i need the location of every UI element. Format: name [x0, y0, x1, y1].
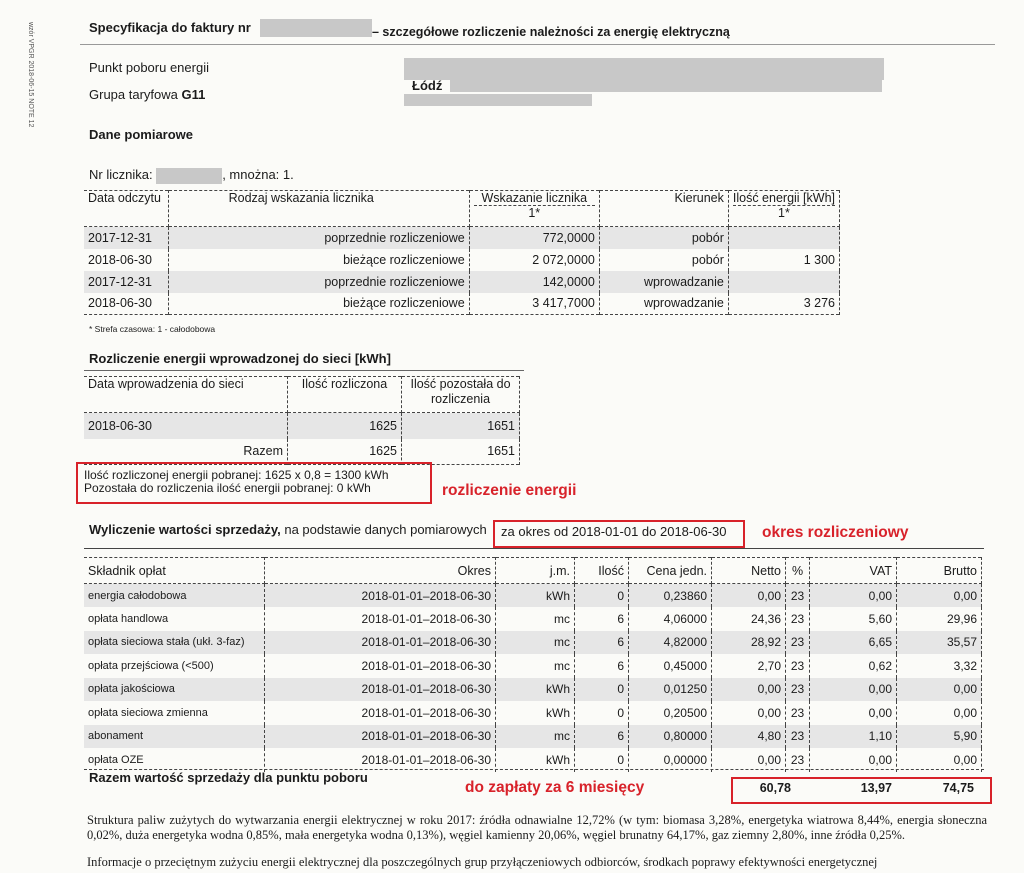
grid-notes [84, 469, 389, 495]
annotation-energy: rozliczenie energii [442, 482, 577, 499]
table-row [84, 227, 840, 249]
cell-energy: 1 300 [728, 249, 839, 271]
cell-net: 2,70 [712, 654, 786, 678]
cell-vat: 6,65 [810, 631, 897, 655]
col-reading-label: Wskazanie licznika [474, 191, 595, 206]
table-row [84, 584, 982, 608]
cell-qty: 0 [575, 584, 629, 608]
cell-unit: mc [496, 607, 575, 631]
cell-gross: 5,90 [897, 725, 982, 749]
annotation-pay: do zapłaty za 6 miesięcy [465, 779, 645, 796]
cell-period: 2018-01-01–2018-06-30 [265, 725, 496, 749]
measurements-table [84, 190, 840, 315]
cell-net: 0,00 [712, 701, 786, 725]
cell-component: opłata handlowa [84, 607, 265, 631]
table-row [84, 293, 840, 315]
sales-col-net: Netto [712, 558, 786, 584]
cell-pct: 23 [786, 725, 810, 749]
cell-reading: 3 417,7000 [469, 293, 599, 315]
fuel-structure-note: Struktura paliw zużytych do wytwarzania energii elektrycznej w roku 2017: źródła odnawialne 12,72% (w tym: biomasa 3,28%, energetyka wiatrowa 8,44%, energia słoneczna 0,02%, duża energetyka wodna 0,85%, mała energetyka wodna 0,13%), węgiel kamienny 20,06%, węgiel brunatny 64,17%, gaz ziemny 2,80%, inne źródła 0,25%. [87, 813, 987, 842]
cell-pct: 23 [786, 748, 810, 772]
cell-net: 24,36 [712, 607, 786, 631]
cell-qty: 6 [575, 631, 629, 655]
redacted-address-2 [450, 80, 882, 92]
sales-col-pct: % [786, 558, 810, 584]
cell-price: 4,82000 [629, 631, 712, 655]
meter-label: Nr licznika: [89, 167, 153, 182]
cell-settled: 1625 [288, 413, 402, 439]
cell-qty: 0 [575, 701, 629, 725]
cell-reading: 2 072,0000 [469, 249, 599, 271]
sales-table [84, 557, 982, 772]
col-direction: Kierunek [599, 191, 728, 227]
sales-col-component: Składnik opłat [84, 558, 265, 584]
cell-qty: 6 [575, 607, 629, 631]
cell-unit: kWh [496, 678, 575, 702]
sales-col-gross: Brutto [897, 558, 982, 584]
table-row [84, 271, 840, 293]
cell-qty: 0 [575, 678, 629, 702]
sales-title-bold: Wyliczenie wartości sprzedaży, [89, 522, 281, 537]
tariff-group [89, 87, 205, 102]
cell-net: 0,00 [712, 678, 786, 702]
side-code: wzór VPGR 2018-06-15 NOTE 12 [27, 22, 34, 128]
cell-remaining: 1651 [402, 413, 520, 439]
cell-pct: 23 [786, 607, 810, 631]
consumption-info-note: Informacje o przeciętnym zużyciu energii elektrycznej dla poszczególnych grup przyłączeniowych odbiorców, środkach poprawy efektywności energetycznej [87, 855, 878, 869]
cell-date: 2017-12-31 [84, 271, 168, 293]
col-energy-sub: 1* [778, 206, 790, 220]
time-zone-footnote: * Strefa czasowa: 1 - całodobowa [89, 324, 216, 334]
grid-col-remaining: Ilość pozostała do rozliczenia [402, 377, 520, 413]
table-row [84, 654, 982, 678]
cell-direction: pobór [599, 249, 728, 271]
cell-unit: kWh [496, 748, 575, 772]
invoice-subtitle: – szczegółowe rozliczenie należności za energię elektryczną [372, 25, 730, 39]
cell-period: 2018-01-01–2018-06-30 [265, 701, 496, 725]
grid-note-1: Ilość rozliczonej energii pobranej: 1625 x 0,8 = 1300 kWh [84, 468, 389, 482]
cell-period: 2018-01-01–2018-06-30 [265, 678, 496, 702]
sales-col-price: Cena jedn. [629, 558, 712, 584]
cell-price: 0,01250 [629, 678, 712, 702]
tariff-group-value: G11 [181, 87, 206, 102]
cell-gross: 0,00 [897, 748, 982, 772]
cell-component: opłata przejściowa (<500) [84, 654, 265, 678]
sales-total-label: Razem wartość sprzedaży dla punktu poboru [89, 770, 368, 785]
cell-pct: 23 [786, 678, 810, 702]
cell-vat: 0,00 [810, 748, 897, 772]
grid-col-settled: Ilość rozliczona [288, 377, 402, 413]
cell-total-label: Razem [84, 439, 288, 465]
redacted-address [404, 58, 884, 80]
cell-gross: 0,00 [897, 678, 982, 702]
grid-table [84, 376, 520, 465]
table-row [84, 439, 520, 465]
cell-vat: 0,00 [810, 678, 897, 702]
sales-rule [84, 548, 984, 549]
cell-unit: kWh [496, 584, 575, 608]
cell-net: 28,92 [712, 631, 786, 655]
col-type: Rodzaj wskazania licznika [168, 191, 469, 227]
col-energy-label: Ilość energii [kWh] [732, 191, 835, 205]
cell-gross: 0,00 [897, 701, 982, 725]
cell-date: 2018-06-30 [84, 249, 168, 271]
cell-vat: 5,60 [810, 607, 897, 631]
sales-total-brutto: 74,75 [942, 781, 974, 795]
cell-date: 2018-06-30 [84, 293, 168, 315]
sales-col-unit: j.m. [496, 558, 575, 584]
cell-unit: kWh [496, 701, 575, 725]
sales-title-rest: na podstawie danych pomiarowych [284, 522, 487, 537]
col-reading [469, 191, 599, 227]
cell-price: 0,00000 [629, 748, 712, 772]
cell-price: 0,20500 [629, 701, 712, 725]
cell-component: energia całodobowa [84, 584, 265, 608]
table-row [84, 701, 982, 725]
cell-reading: 772,0000 [469, 227, 599, 249]
point-label: Punkt poboru energii [89, 60, 209, 75]
cell-total-remaining: 1651 [402, 439, 520, 465]
cell-vat: 0,00 [810, 701, 897, 725]
sales-col-period: Okres [265, 558, 496, 584]
sales-total-vat: 13,97 [860, 781, 892, 795]
cell-net: 0,00 [712, 584, 786, 608]
cell-pct: 23 [786, 701, 810, 725]
cell-type: poprzednie rozliczeniowe [168, 227, 469, 249]
cell-period: 2018-01-01–2018-06-30 [265, 631, 496, 655]
cell-price: 4,06000 [629, 607, 712, 631]
cell-type: bieżące rozliczeniowe [168, 293, 469, 315]
cell-total-settled: 1625 [288, 439, 402, 465]
col-reading-sub: 1* [528, 206, 541, 220]
cell-date: 2017-12-31 [84, 227, 168, 249]
table-row [84, 249, 840, 271]
cell-period: 2018-01-01–2018-06-30 [265, 607, 496, 631]
cell-price: 0,23860 [629, 584, 712, 608]
redacted-address-3 [404, 94, 592, 106]
table-row [84, 748, 982, 772]
cell-vat: 0,62 [810, 654, 897, 678]
cell-energy [728, 271, 839, 293]
cell-period: 2018-01-01–2018-06-30 [265, 654, 496, 678]
cell-component: opłata OZE [84, 748, 265, 772]
sales-col-vat: VAT [810, 558, 897, 584]
cell-component: opłata sieciowa stała (ukł. 3-faz) [84, 631, 265, 655]
annotation-period: okres rozliczeniowy [762, 524, 909, 541]
sales-total-rule [84, 769, 984, 770]
cell-price: 0,80000 [629, 725, 712, 749]
cell-period: 2018-01-01–2018-06-30 [265, 748, 496, 772]
cell-type: poprzednie rozliczeniowe [168, 271, 469, 293]
sales-col-qty: Ilość [575, 558, 629, 584]
redacted-meter-number [156, 168, 222, 184]
cell-qty: 6 [575, 654, 629, 678]
cell-net: 0,00 [712, 748, 786, 772]
cell-vat: 0,00 [810, 584, 897, 608]
cell-energy [728, 227, 839, 249]
cell-gross: 3,32 [897, 654, 982, 678]
cell-reading: 142,0000 [469, 271, 599, 293]
cell-period: 2018-01-01–2018-06-30 [265, 584, 496, 608]
grid-rule [84, 370, 524, 371]
point-city: Łódź [412, 78, 443, 93]
table-row [84, 631, 982, 655]
meter-line [89, 167, 294, 184]
redacted-invoice-number [260, 19, 372, 37]
cell-unit: mc [496, 631, 575, 655]
cell-date: 2018-06-30 [84, 413, 288, 439]
sales-period: za okres od 2018-01-01 do 2018-06-30 [501, 524, 727, 539]
cell-component: opłata sieciowa zmienna [84, 701, 265, 725]
cell-direction: wprowadzanie [599, 293, 728, 315]
cell-qty: 6 [575, 725, 629, 749]
cell-direction: pobór [599, 227, 728, 249]
col-energy [728, 191, 839, 227]
cell-pct: 23 [786, 631, 810, 655]
table-row [84, 725, 982, 749]
cell-pct: 23 [786, 584, 810, 608]
table-row [84, 678, 982, 702]
measurements-title: Dane pomiarowe [89, 127, 194, 142]
sales-total-netto: 60,78 [759, 781, 791, 795]
grid-col-date: Data wprowadzenia do sieci [84, 377, 288, 413]
cell-unit: mc [496, 654, 575, 678]
cell-gross: 29,96 [897, 607, 982, 631]
cell-pct: 23 [786, 654, 810, 678]
cell-unit: mc [496, 725, 575, 749]
cell-type: bieżące rozliczeniowe [168, 249, 469, 271]
cell-direction: wprowadzanie [599, 271, 728, 293]
cell-net: 4,80 [712, 725, 786, 749]
table-row [84, 607, 982, 631]
meter-multiplier: , mnożna: 1. [222, 167, 294, 182]
sales-title [89, 522, 487, 537]
col-date: Data odczytu [84, 191, 168, 227]
cell-gross: 35,57 [897, 631, 982, 655]
table-row [84, 413, 520, 439]
cell-vat: 1,10 [810, 725, 897, 749]
header-rule [80, 44, 995, 45]
tariff-group-label: Grupa taryfowa [89, 87, 178, 102]
cell-qty: 0 [575, 748, 629, 772]
cell-gross: 0,00 [897, 584, 982, 608]
grid-title: Rozliczenie energii wprowadzonej do sieci [kWh] [89, 351, 391, 366]
invoice-title: Specyfikacja do faktury nr [89, 20, 251, 35]
cell-component: abonament [84, 725, 265, 749]
cell-energy: 3 276 [728, 293, 839, 315]
cell-component: opłata jakościowa [84, 678, 265, 702]
grid-note-2: Pozostała do rozliczenia ilość energii pobranej: 0 kWh [84, 481, 371, 495]
cell-price: 0,45000 [629, 654, 712, 678]
